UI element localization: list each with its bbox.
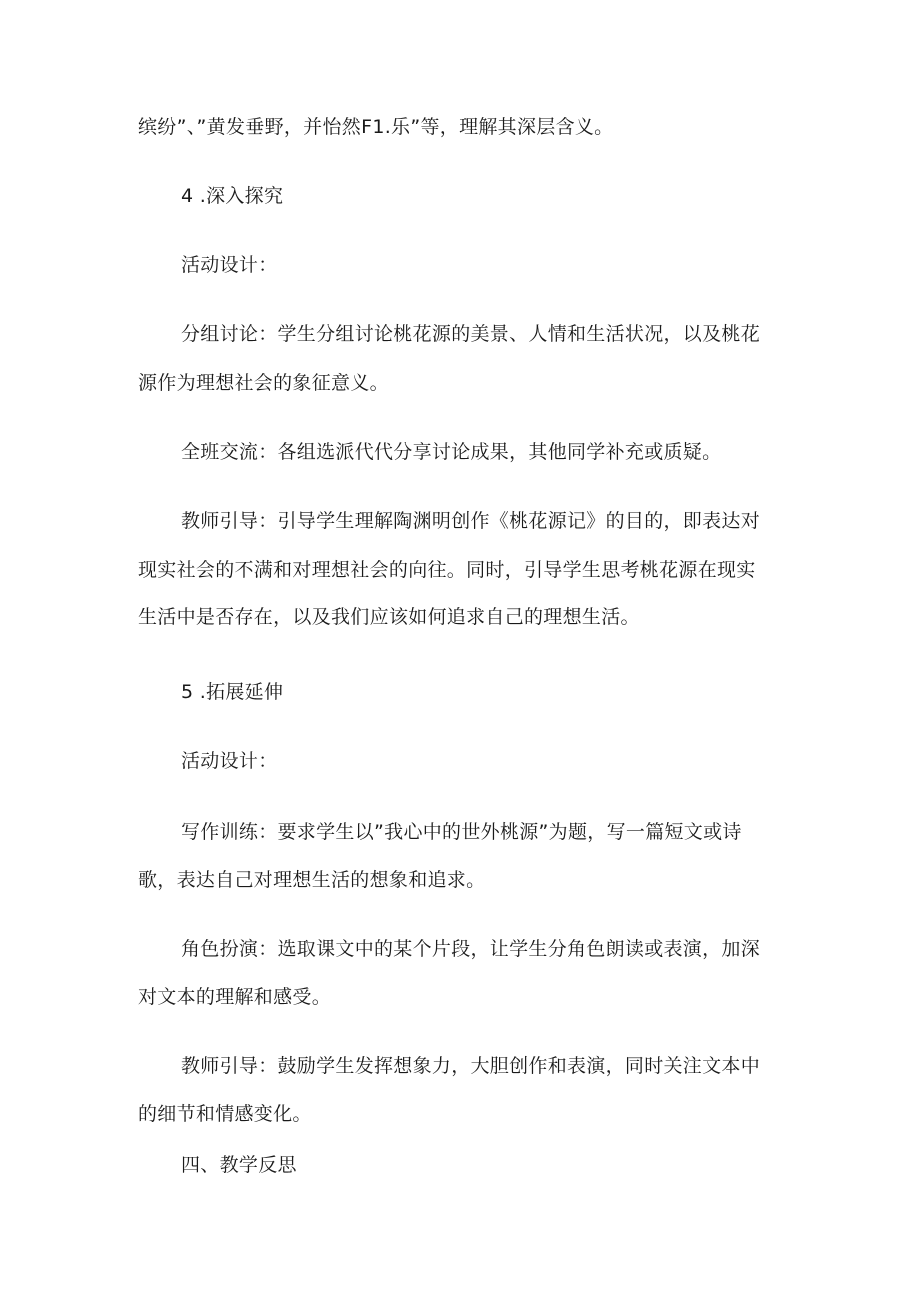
paragraph-line: 分组讨论：学生分组讨论桃花源的美景、人情和生活状况，以及桃花 bbox=[181, 323, 761, 345]
paragraph-line: 教师引导：引导学生理解陶渊明创作《桃花源记》的目的，即表达对 bbox=[181, 510, 761, 532]
section-heading: 四、教学反思 bbox=[181, 1154, 297, 1176]
paragraph-line: 缤纷”、”黄发垂野，并怡然F1.乐”等，理解其深层含义。 bbox=[138, 116, 614, 138]
paragraph-line: 全班交流：各组选派代代分享讨论成果，其他同学补充或质疑。 bbox=[181, 441, 722, 463]
paragraph-line: 的细节和情感变化。 bbox=[138, 1103, 312, 1125]
paragraph-line: 歌，表达自己对理想生活的想象和追求。 bbox=[138, 869, 486, 891]
paragraph-line: 源作为理想社会的象征意义。 bbox=[138, 372, 389, 394]
paragraph-line: 角色扮演：选取课文中的某个片段，让学生分角色朗读或表演，加深 bbox=[181, 938, 761, 960]
section-heading: 5 .拓展延伸 bbox=[181, 681, 284, 703]
paragraph-line: 现实社会的不满和对理想社会的向往。同时，引导学生思考桃花源在现实 bbox=[138, 559, 756, 581]
paragraph-line: 活动设计： bbox=[181, 750, 278, 772]
paragraph-line: 对文本的理解和感受。 bbox=[138, 986, 332, 1008]
paragraph-line: 活动设计： bbox=[181, 254, 278, 276]
paragraph-line: 生活中是否存在，以及我们应该如何追求自己的理想生活。 bbox=[138, 606, 640, 628]
section-heading: 4 .深入探究 bbox=[181, 185, 284, 207]
paragraph-line: 教师引导：鼓励学生发挥想象力，大胆创作和表演，同时关注文本中 bbox=[181, 1055, 761, 1077]
paragraph-line: 写作训练：要求学生以”我心中的世外桃源”为题，写一篇短文或诗 bbox=[181, 821, 742, 843]
